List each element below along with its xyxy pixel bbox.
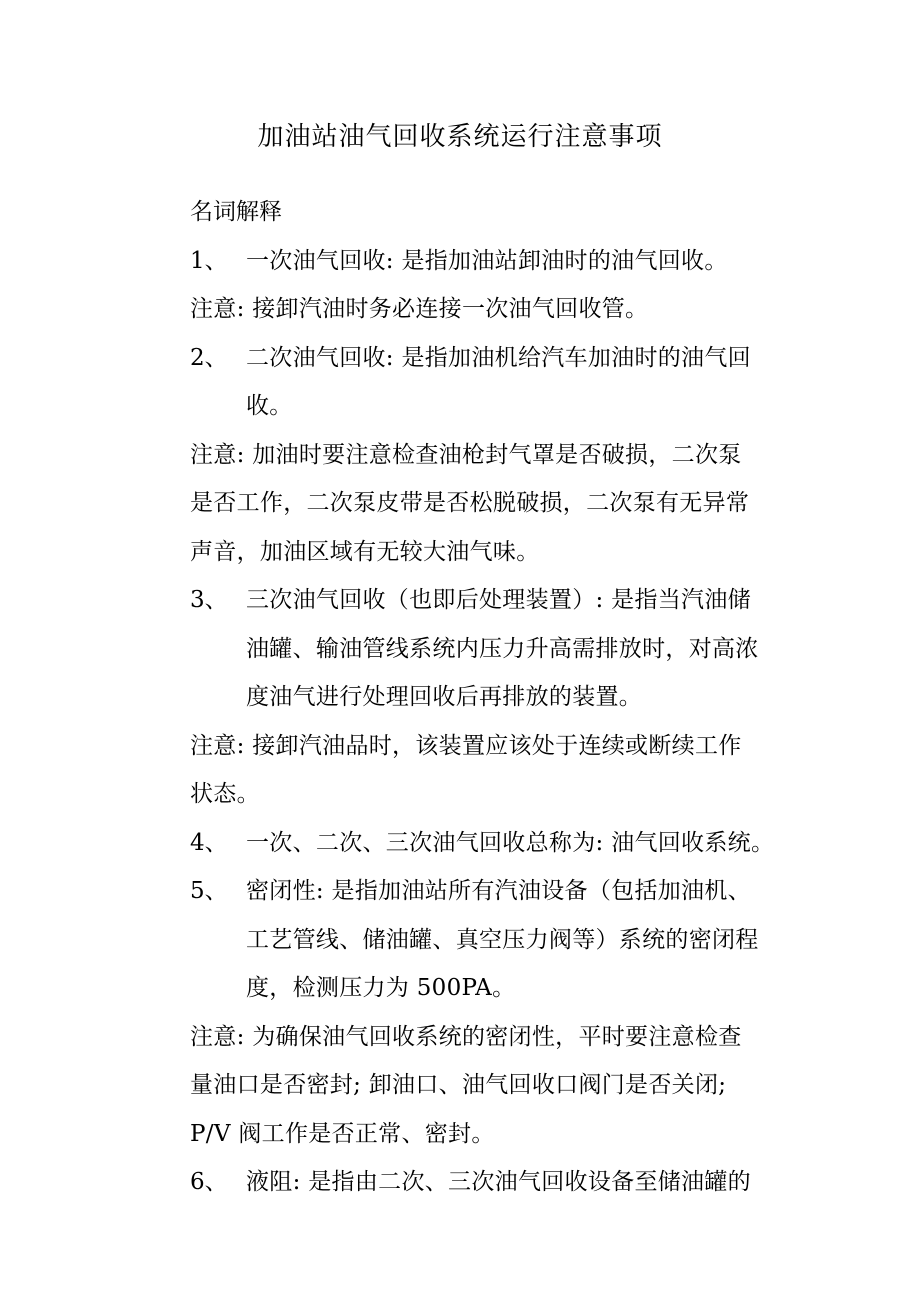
item-body [246,867,790,1013]
item-body [246,819,790,868]
item-number: 3、 [190,587,228,613]
item-text-line: 一次、二次、三次油气回收总称为: 油气回收系统。 [246,829,775,856]
item-number: 4、 [190,829,228,856]
document-title: 加油站油气回收系统运行注意事项 [257,122,663,152]
note-block-1 [190,285,790,334]
note-text-line: P/V 阀工作是否正常、密封。 [190,1120,495,1147]
note-text-line: 注意: 接卸汽油时务必连接一次油气回收管。 [190,296,649,322]
item-text-line: 油罐、输油管线系统内压力升高需排放时，对高浓 [246,635,759,662]
note-text-line: 注意: 为确保油气回收系统的密闭性，平时要注意检查 [190,1023,742,1050]
item-body [246,334,790,431]
item-text-line: 一次油气回收: 是指加油站卸油时的油气回收。 [246,247,728,274]
document-content [190,188,790,1207]
definition-item-5 [190,867,790,1013]
item-body [246,576,790,722]
definition-item-2 [190,334,790,431]
item-body [246,237,790,286]
note-text-line: 状态。 [190,781,260,807]
item-text-line: 度，检测压力为 500PA。 [246,975,516,1001]
note-text-line: 注意: 加油时要注意检查油枪封气罩是否破损，二次泵 [190,441,742,468]
definition-item-1 [190,237,790,286]
note-text-line: 声音，加油区域有无较大油气味。 [190,538,540,565]
note-block-2 [190,431,790,577]
note-text-line: 量油口是否密封; 卸油口、油气回收口阀门是否关闭; [190,1072,727,1098]
definition-item-6 [190,1158,790,1207]
item-number: 1、 [190,247,228,274]
definition-item-3 [190,576,790,722]
item-text-line: 密闭性: 是指加油站所有汽油设备（包括加油机、 [246,878,751,904]
item-text-line: 度油气进行处理回收后再排放的装置。 [246,684,643,710]
note-block-3 [190,722,790,819]
item-number: 5、 [190,878,228,904]
item-text-line: 二次油气回收: 是指加油机给汽车加油时的油气回 [246,344,751,371]
section-heading: 名词解释 [190,199,282,225]
note-block-4 [190,1013,790,1159]
note-text-line: 是否工作，二次泵皮带是否松脱破损，二次泵有无异常 [190,490,750,516]
item-number: 2、 [190,344,228,371]
item-text-line: 收。 [246,393,293,419]
item-number: 6、 [190,1169,228,1195]
item-text-line: 工艺管线、储油罐、真空压力阀等）系统的密闭程 [246,926,759,953]
item-body [246,1158,790,1207]
note-text-line: 注意: 接卸汽油品时，该装置应该处于连续或断续工作 [190,732,742,759]
item-text-line: 三次油气回收（也即后处理装置）: 是指当汽油储 [246,587,751,613]
definition-item-4 [190,819,790,868]
item-text-line: 液阻: 是指由二次、三次油气回收设备至储油罐的 [246,1169,751,1195]
